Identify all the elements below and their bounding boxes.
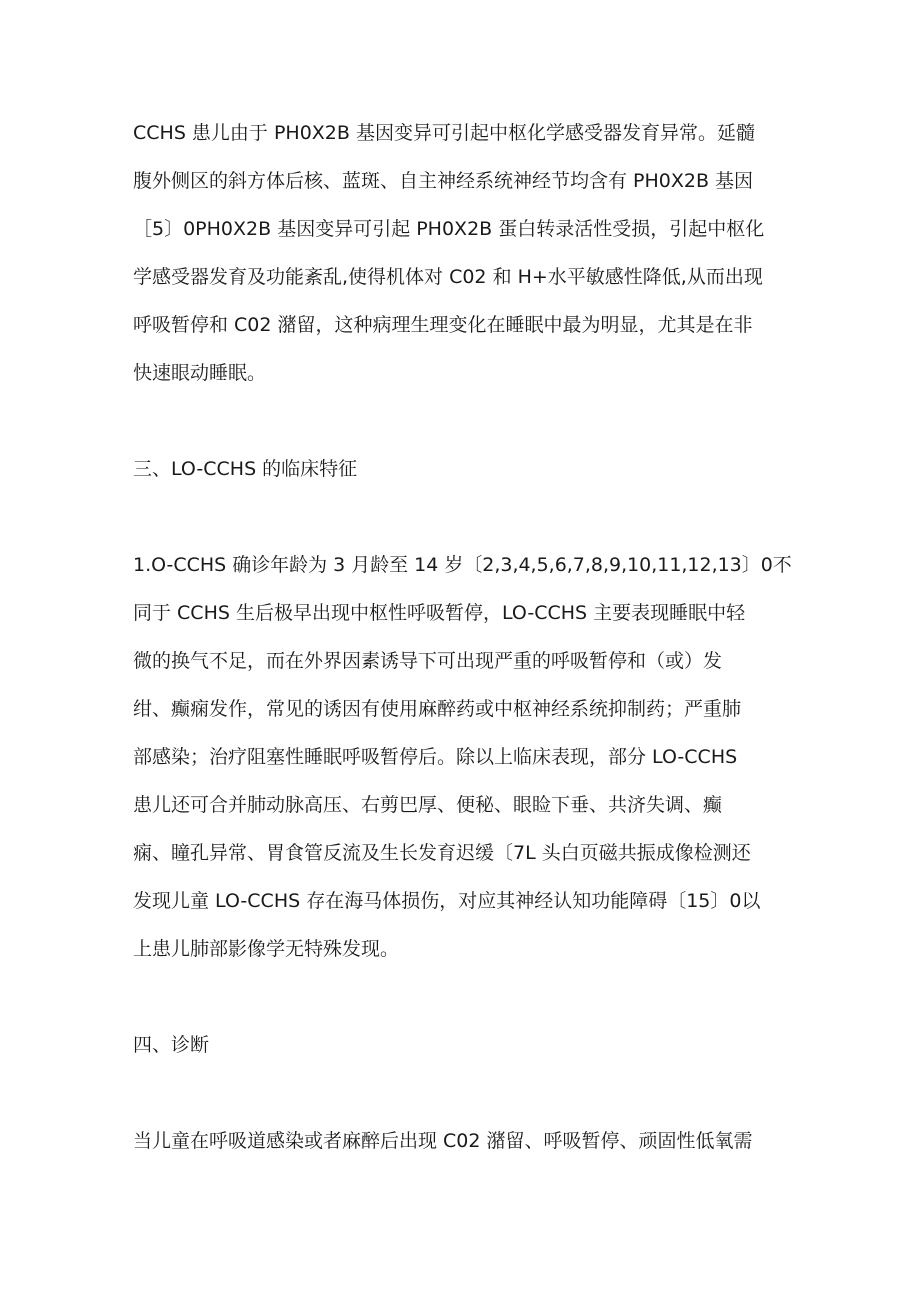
paragraph-2-line-4: 绀、癫痫发作，常见的诱因有使用麻醉药或中枢神经系统抑制药；严重肺 (133, 698, 742, 720)
paragraph-3-line-1: 当儿童在呼吸道感染或者麻醉后出现 C02 潴留、呼吸暂停、顽固性低氧需 (133, 1130, 753, 1152)
paragraph-2-line-3: 微的换气不足，而在外界因素诱导下可出现严重的呼吸暂停和（或）发 (133, 650, 723, 672)
paragraph-1-line-5: 呼吸暂停和 C02 潴留，这种病理生理变化在睡眠中最为明显，尤其是在非 (133, 314, 753, 336)
section-heading-clinical-features: 三、LO-CCHS 的临床特征 (133, 458, 358, 480)
paragraph-2-line-2: 同于 CCHS 生后极早出现中枢性呼吸暂停，LO-CCHS 主要表现睡眠中轻 (133, 602, 746, 624)
paragraph-2-line-9: 上患儿肺部影像学无特殊发现。 (133, 938, 400, 960)
paragraph-2-line-5: 部感染；治疗阻塞性睡眠呼吸暂停后。除以上临床表现，部分 LO-CCHS (133, 746, 738, 768)
paragraph-1-line-4: 学感受器发育及功能紊乱,使得机体对 C02 和 H+水平敏感性降低,从而出现 (133, 266, 763, 288)
paragraph-1-line-1: CCHS 患儿由于 PH0X2B 基因变异可引起中枢化学感受器发育异常。延髓 (133, 122, 755, 144)
paragraph-2-line-8: 发现儿童 LO-CCHS 存在海马体损伤，对应其神经认知功能障碍〔15〕0以 (133, 890, 761, 912)
paragraph-2-line-1: 1.O-CCHS 确诊年龄为 3 月龄至 14 岁〔2,3,4,5,6,7,8,9,10,11,12,13〕0不 (133, 554, 792, 576)
paragraph-1-line-6: 快速眼动睡眠。 (133, 362, 267, 384)
paragraph-2-line-6: 患儿还可合并肺动脉高压、右剪巴厚、便秘、眼睑下垂、共济失调、癫 (133, 794, 723, 816)
section-heading-diagnosis: 四、诊断 (133, 1034, 210, 1056)
paragraph-1-line-3: ［5〕0PH0X2B 基因变异可引起 PH0X2B 蛋白转录活性受损，引起中枢化 (133, 218, 765, 240)
paragraph-2-line-7: 痫、瞳孔异常、胃食管反流及生长发育迟缓〔7L 头白页磁共振成像检测还 (133, 842, 751, 864)
paragraph-1-line-2: 腹外侧区的斜方体后核、蓝斑、自主神经系统神经节均含有 PH0X2B 基因 (133, 170, 754, 192)
